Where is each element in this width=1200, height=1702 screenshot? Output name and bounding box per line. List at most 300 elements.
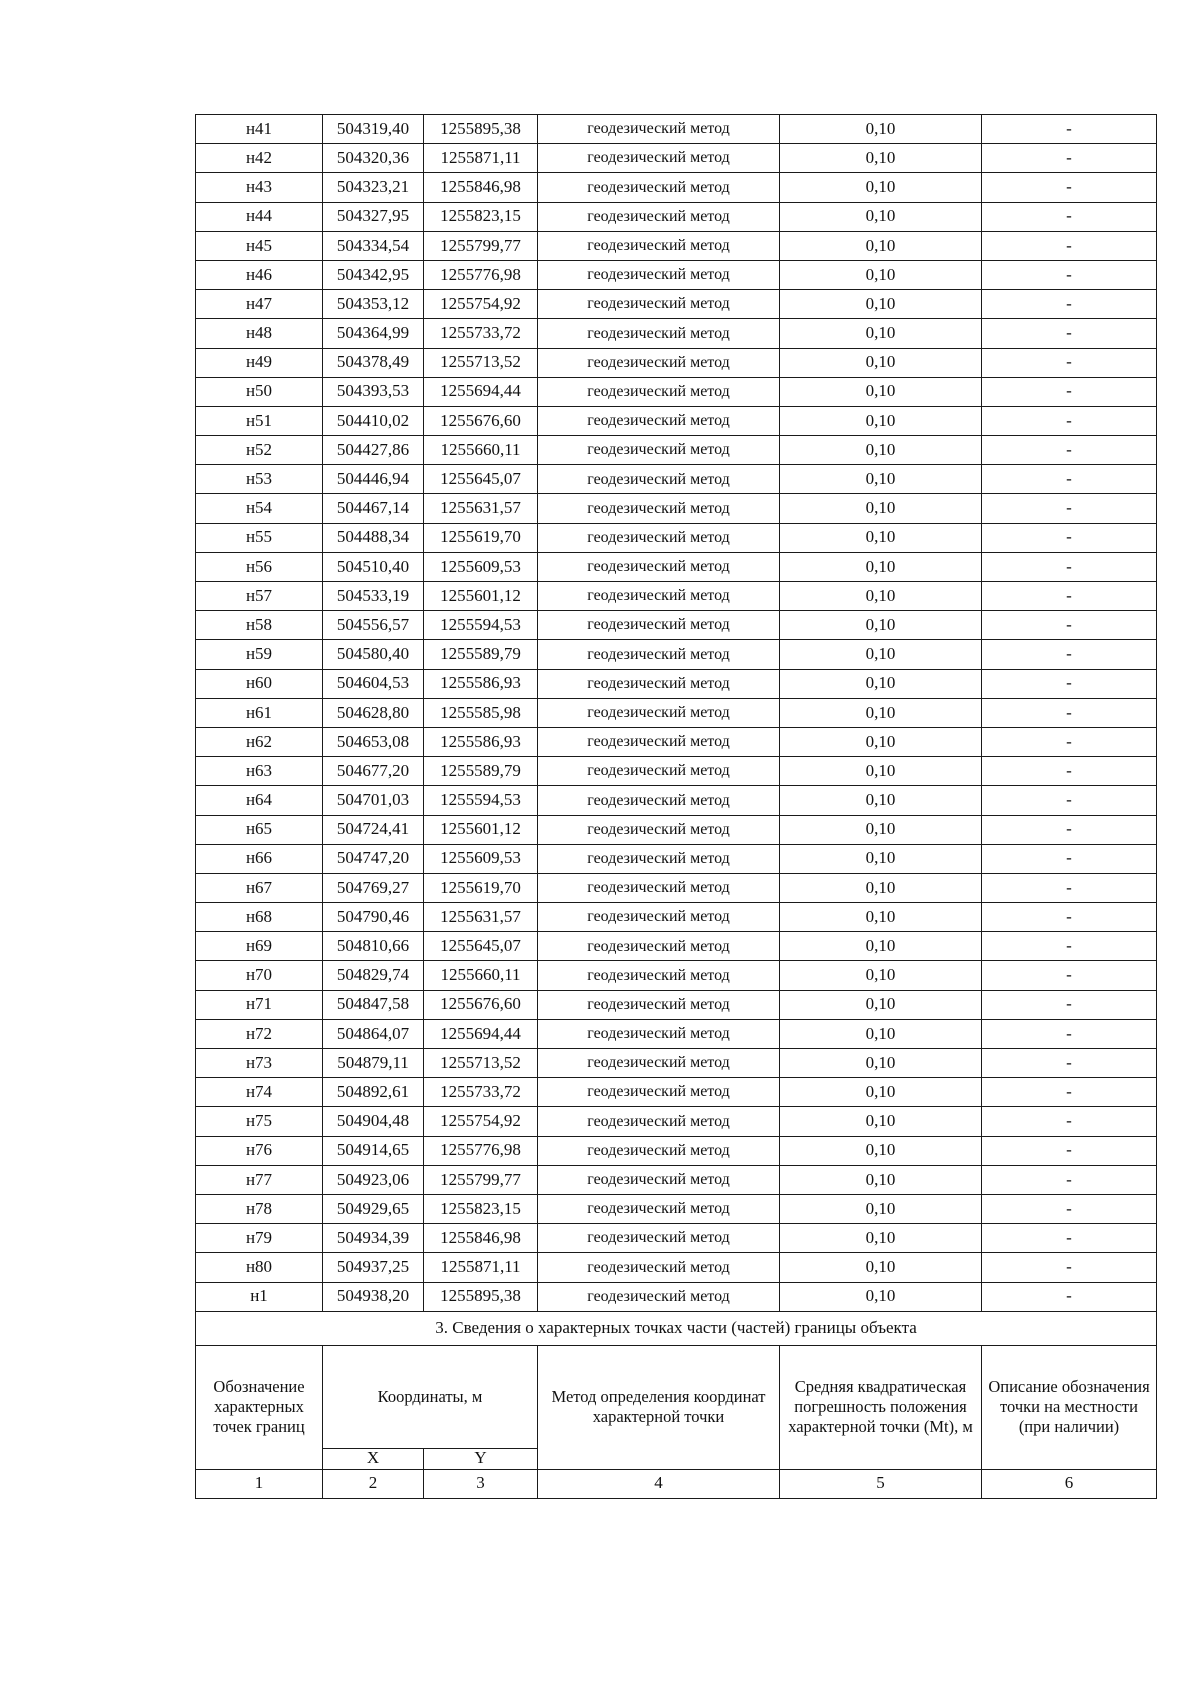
cell-error: 0,10: [780, 406, 982, 435]
table-row: [196, 1136, 1157, 1165]
cell-method: геодезический метод: [538, 494, 780, 523]
cell-error: 0,10: [780, 873, 982, 902]
cell-point: н46: [196, 260, 323, 289]
cell-y: 1255601,12: [424, 582, 538, 611]
cell-x: 504427,86: [323, 436, 424, 465]
cell-point: н61: [196, 698, 323, 727]
cell-point: н47: [196, 290, 323, 319]
table-row: [196, 961, 1157, 990]
cell-point: н69: [196, 932, 323, 961]
cell-x: 504747,20: [323, 844, 424, 873]
cell-point: н52: [196, 436, 323, 465]
table-row: [196, 144, 1157, 173]
cell-method: геодезический метод: [538, 1136, 780, 1165]
cell-x: 504628,80: [323, 698, 424, 727]
cell-y: 1255846,98: [424, 1224, 538, 1253]
cell-description: -: [982, 231, 1157, 260]
cell-x: 504701,03: [323, 786, 424, 815]
cell-x: 504937,25: [323, 1253, 424, 1282]
cell-description: -: [982, 1049, 1157, 1078]
cell-point: н73: [196, 1049, 323, 1078]
cell-point: н51: [196, 406, 323, 435]
cell-y: 1255594,53: [424, 786, 538, 815]
column-number: 6: [982, 1469, 1157, 1498]
table-row: [196, 1019, 1157, 1048]
cell-method: геодезический метод: [538, 523, 780, 552]
cell-x: 504847,58: [323, 990, 424, 1019]
cell-error: 0,10: [780, 786, 982, 815]
cell-point: н44: [196, 202, 323, 231]
cell-description: -: [982, 494, 1157, 523]
cell-description: -: [982, 698, 1157, 727]
cell-method: геодезический метод: [538, 611, 780, 640]
cell-x: 504353,12: [323, 290, 424, 319]
column-number: 3: [424, 1469, 538, 1498]
table-row: [196, 903, 1157, 932]
cell-x: 504829,74: [323, 961, 424, 990]
cell-error: 0,10: [780, 698, 982, 727]
cell-description: -: [982, 1078, 1157, 1107]
cell-description: -: [982, 348, 1157, 377]
cell-method: геодезический метод: [538, 1165, 780, 1194]
cell-point: н53: [196, 465, 323, 494]
cell-error: 0,10: [780, 582, 982, 611]
cell-error: 0,10: [780, 115, 982, 144]
cell-description: -: [982, 465, 1157, 494]
header-point-description: Описание обозначения точки на местности (при наличии): [982, 1345, 1157, 1469]
cell-error: 0,10: [780, 523, 982, 552]
cell-point: н68: [196, 903, 323, 932]
cell-point: н76: [196, 1136, 323, 1165]
cell-description: -: [982, 961, 1157, 990]
cell-method: геодезический метод: [538, 1253, 780, 1282]
cell-method: геодезический метод: [538, 698, 780, 727]
cell-method: геодезический метод: [538, 202, 780, 231]
cell-error: 0,10: [780, 552, 982, 581]
table-row: [196, 115, 1157, 144]
cell-y: 1255733,72: [424, 1078, 538, 1107]
cell-y: 1255660,11: [424, 961, 538, 990]
cell-method: геодезический метод: [538, 932, 780, 961]
cell-point: н41: [196, 115, 323, 144]
table-row: [196, 1282, 1157, 1311]
cell-method: геодезический метод: [538, 640, 780, 669]
cell-description: -: [982, 436, 1157, 465]
cell-description: -: [982, 873, 1157, 902]
cell-description: -: [982, 1165, 1157, 1194]
cell-y: 1255594,53: [424, 611, 538, 640]
cell-point: н74: [196, 1078, 323, 1107]
cell-point: н78: [196, 1194, 323, 1223]
cell-error: 0,10: [780, 231, 982, 260]
cell-method: геодезический метод: [538, 260, 780, 289]
cell-method: геодезический метод: [538, 757, 780, 786]
cell-method: геодезический метод: [538, 582, 780, 611]
cell-method: геодезический метод: [538, 1282, 780, 1311]
table-row: [196, 406, 1157, 435]
table-row: [196, 377, 1157, 406]
cell-method: геодезический метод: [538, 465, 780, 494]
table-row: [196, 231, 1157, 260]
cell-error: 0,10: [780, 844, 982, 873]
cell-y: 1255871,11: [424, 1253, 538, 1282]
cell-method: геодезический метод: [538, 552, 780, 581]
table-row: [196, 1253, 1157, 1282]
table-row: [196, 1224, 1157, 1253]
cell-y: 1255895,38: [424, 1282, 538, 1311]
table-row: [196, 990, 1157, 1019]
cell-point: н70: [196, 961, 323, 990]
cell-error: 0,10: [780, 260, 982, 289]
cell-point: н56: [196, 552, 323, 581]
cell-method: геодезический метод: [538, 144, 780, 173]
cell-point: н58: [196, 611, 323, 640]
table-row: [196, 523, 1157, 552]
cell-point: н79: [196, 1224, 323, 1253]
table-row: [196, 1078, 1157, 1107]
cell-y: 1255645,07: [424, 932, 538, 961]
cell-point: н71: [196, 990, 323, 1019]
cell-point: н55: [196, 523, 323, 552]
cell-x: 504580,40: [323, 640, 424, 669]
cell-error: 0,10: [780, 1194, 982, 1223]
cell-x: 504810,66: [323, 932, 424, 961]
cell-description: -: [982, 932, 1157, 961]
cell-error: 0,10: [780, 669, 982, 698]
cell-point: н42: [196, 144, 323, 173]
cell-point: н65: [196, 815, 323, 844]
cell-error: 0,10: [780, 348, 982, 377]
cell-y: 1255776,98: [424, 1136, 538, 1165]
table-row: [196, 727, 1157, 756]
cell-x: 504446,94: [323, 465, 424, 494]
cell-method: геодезический метод: [538, 1194, 780, 1223]
cell-error: 0,10: [780, 1019, 982, 1048]
cell-y: 1255585,98: [424, 698, 538, 727]
cell-y: 1255645,07: [424, 465, 538, 494]
cell-y: 1255660,11: [424, 436, 538, 465]
cell-y: 1255754,92: [424, 1107, 538, 1136]
cell-error: 0,10: [780, 757, 982, 786]
cell-point: н77: [196, 1165, 323, 1194]
cell-error: 0,10: [780, 1165, 982, 1194]
cell-description: -: [982, 727, 1157, 756]
cell-error: 0,10: [780, 494, 982, 523]
table-row: [196, 844, 1157, 873]
cell-description: -: [982, 115, 1157, 144]
cell-x: 504604,53: [323, 669, 424, 698]
column-number: 2: [323, 1469, 424, 1498]
cell-x: 504790,46: [323, 903, 424, 932]
cell-y: 1255589,79: [424, 640, 538, 669]
column-header-row: [196, 1345, 1157, 1448]
cell-description: -: [982, 990, 1157, 1019]
cell-point: н49: [196, 348, 323, 377]
cell-description: -: [982, 144, 1157, 173]
cell-method: геодезический метод: [538, 290, 780, 319]
header-method: Метод определения координат характерной точки: [538, 1345, 780, 1469]
cell-point: н59: [196, 640, 323, 669]
header-point-designation: Обозначение характерных точек границ: [196, 1345, 323, 1469]
cell-y: 1255601,12: [424, 815, 538, 844]
cell-x: 504510,40: [323, 552, 424, 581]
cell-error: 0,10: [780, 202, 982, 231]
table-row: [196, 260, 1157, 289]
cell-x: 504319,40: [323, 115, 424, 144]
cell-description: -: [982, 260, 1157, 289]
cell-x: 504488,34: [323, 523, 424, 552]
cell-y: 1255694,44: [424, 377, 538, 406]
cell-error: 0,10: [780, 640, 982, 669]
column-number: 1: [196, 1469, 323, 1498]
cell-error: 0,10: [780, 144, 982, 173]
cell-x: 504879,11: [323, 1049, 424, 1078]
cell-error: 0,10: [780, 1078, 982, 1107]
cell-x: 504929,65: [323, 1194, 424, 1223]
section-3-title: 3. Сведения о характерных точках части (частей) границы объекта: [196, 1311, 1157, 1345]
section-3-header: [196, 1311, 1157, 1498]
table-row: [196, 698, 1157, 727]
cell-method: геодезический метод: [538, 231, 780, 260]
column-number: 4: [538, 1469, 780, 1498]
cell-method: геодезический метод: [538, 669, 780, 698]
cell-error: 0,10: [780, 611, 982, 640]
cell-description: -: [982, 1194, 1157, 1223]
cell-description: -: [982, 1136, 1157, 1165]
cell-point: н57: [196, 582, 323, 611]
cell-point: н48: [196, 319, 323, 348]
cell-y: 1255631,57: [424, 494, 538, 523]
cell-description: -: [982, 903, 1157, 932]
table-row: [196, 290, 1157, 319]
header-x: X: [323, 1448, 424, 1469]
cell-method: геодезический метод: [538, 173, 780, 202]
cell-description: -: [982, 669, 1157, 698]
cell-y: 1255619,70: [424, 873, 538, 902]
cell-y: 1255586,93: [424, 669, 538, 698]
table-row: [196, 873, 1157, 902]
cell-error: 0,10: [780, 1049, 982, 1078]
cell-point: н75: [196, 1107, 323, 1136]
cell-method: геодезический метод: [538, 1019, 780, 1048]
table-row: [196, 786, 1157, 815]
cell-y: 1255694,44: [424, 1019, 538, 1048]
table-row: [196, 1165, 1157, 1194]
header-mean-square-error: Средняя квадратическая погрешность положения характерной точки (Mt), м: [780, 1345, 982, 1469]
cell-x: 504342,95: [323, 260, 424, 289]
header-y: Y: [424, 1448, 538, 1469]
table-row: [196, 611, 1157, 640]
table-row: [196, 1194, 1157, 1223]
cell-x: 504904,48: [323, 1107, 424, 1136]
table-row: [196, 815, 1157, 844]
cell-x: 504334,54: [323, 231, 424, 260]
cell-x: 504864,07: [323, 1019, 424, 1048]
cell-x: 504677,20: [323, 757, 424, 786]
cell-x: 504364,99: [323, 319, 424, 348]
cell-y: 1255733,72: [424, 319, 538, 348]
cell-x: 504769,27: [323, 873, 424, 902]
cell-x: 504653,08: [323, 727, 424, 756]
cell-method: геодезический метод: [538, 844, 780, 873]
cell-description: -: [982, 406, 1157, 435]
cell-method: геодезический метод: [538, 436, 780, 465]
cell-method: геодезический метод: [538, 1224, 780, 1253]
table-row: [196, 640, 1157, 669]
cell-description: -: [982, 640, 1157, 669]
cell-point: н60: [196, 669, 323, 698]
cell-error: 0,10: [780, 465, 982, 494]
cell-error: 0,10: [780, 173, 982, 202]
cell-point: н66: [196, 844, 323, 873]
cell-description: -: [982, 552, 1157, 581]
cell-y: 1255799,77: [424, 1165, 538, 1194]
cell-description: -: [982, 757, 1157, 786]
column-number-row: [196, 1469, 1157, 1498]
cell-method: геодезический метод: [538, 1107, 780, 1136]
cell-error: 0,10: [780, 1253, 982, 1282]
cell-error: 0,10: [780, 1224, 982, 1253]
cell-point: н45: [196, 231, 323, 260]
cell-method: геодезический метод: [538, 961, 780, 990]
cell-description: -: [982, 1282, 1157, 1311]
table-row: [196, 494, 1157, 523]
cell-description: -: [982, 290, 1157, 319]
cell-x: 504533,19: [323, 582, 424, 611]
cell-y: 1255799,77: [424, 231, 538, 260]
cell-error: 0,10: [780, 932, 982, 961]
cell-method: геодезический метод: [538, 377, 780, 406]
cell-point: н72: [196, 1019, 323, 1048]
cell-x: 504724,41: [323, 815, 424, 844]
cell-x: 504938,20: [323, 1282, 424, 1311]
cell-x: 504323,21: [323, 173, 424, 202]
table-row: [196, 465, 1157, 494]
cell-point: н64: [196, 786, 323, 815]
table-row: [196, 552, 1157, 581]
cell-y: 1255619,70: [424, 523, 538, 552]
cell-error: 0,10: [780, 990, 982, 1019]
cell-y: 1255631,57: [424, 903, 538, 932]
cell-x: 504914,65: [323, 1136, 424, 1165]
cell-y: 1255871,11: [424, 144, 538, 173]
cell-description: -: [982, 173, 1157, 202]
cell-description: -: [982, 582, 1157, 611]
cell-y: 1255586,93: [424, 727, 538, 756]
cell-error: 0,10: [780, 436, 982, 465]
table-row: [196, 669, 1157, 698]
cell-description: -: [982, 611, 1157, 640]
cell-method: геодезический метод: [538, 1078, 780, 1107]
cell-x: 504467,14: [323, 494, 424, 523]
cell-error: 0,10: [780, 961, 982, 990]
cell-point: н50: [196, 377, 323, 406]
cell-method: геодезический метод: [538, 348, 780, 377]
cell-point: н67: [196, 873, 323, 902]
cell-method: геодезический метод: [538, 815, 780, 844]
cell-point: н62: [196, 727, 323, 756]
table-row: [196, 348, 1157, 377]
cell-x: 504393,53: [323, 377, 424, 406]
cell-description: -: [982, 1107, 1157, 1136]
boundary-points-table: [195, 114, 1157, 1499]
cell-error: 0,10: [780, 1136, 982, 1165]
cell-x: 504378,49: [323, 348, 424, 377]
cell-y: 1255776,98: [424, 260, 538, 289]
cell-x: 504892,61: [323, 1078, 424, 1107]
column-number: 5: [780, 1469, 982, 1498]
section-title-row: [196, 1311, 1157, 1345]
cell-method: геодезический метод: [538, 990, 780, 1019]
cell-x: 504320,36: [323, 144, 424, 173]
cell-method: геодезический метод: [538, 406, 780, 435]
points-table-body: [196, 115, 1157, 1312]
table-row: [196, 1049, 1157, 1078]
cell-point: н1: [196, 1282, 323, 1311]
cell-y: 1255713,52: [424, 1049, 538, 1078]
cell-description: -: [982, 523, 1157, 552]
cell-method: геодезический метод: [538, 786, 780, 815]
cell-error: 0,10: [780, 290, 982, 319]
cell-y: 1255713,52: [424, 348, 538, 377]
cell-method: геодезический метод: [538, 115, 780, 144]
cell-y: 1255754,92: [424, 290, 538, 319]
cell-error: 0,10: [780, 1282, 982, 1311]
table-row: [196, 319, 1157, 348]
cell-description: -: [982, 1253, 1157, 1282]
cell-method: геодезический метод: [538, 319, 780, 348]
cell-description: -: [982, 1019, 1157, 1048]
table-row: [196, 436, 1157, 465]
table-row: [196, 582, 1157, 611]
cell-error: 0,10: [780, 377, 982, 406]
cell-y: 1255846,98: [424, 173, 538, 202]
cell-y: 1255609,53: [424, 844, 538, 873]
cell-method: геодезический метод: [538, 903, 780, 932]
table-row: [196, 1107, 1157, 1136]
cell-y: 1255895,38: [424, 115, 538, 144]
cell-point: н43: [196, 173, 323, 202]
cell-error: 0,10: [780, 319, 982, 348]
cell-method: геодезический метод: [538, 873, 780, 902]
cell-description: -: [982, 844, 1157, 873]
cell-description: -: [982, 815, 1157, 844]
cell-description: -: [982, 377, 1157, 406]
cell-error: 0,10: [780, 903, 982, 932]
cell-y: 1255676,60: [424, 990, 538, 1019]
cell-y: 1255589,79: [424, 757, 538, 786]
cell-point: н63: [196, 757, 323, 786]
cell-y: 1255823,15: [424, 202, 538, 231]
cell-point: н80: [196, 1253, 323, 1282]
cell-error: 0,10: [780, 815, 982, 844]
cell-description: -: [982, 1224, 1157, 1253]
cell-method: геодезический метод: [538, 727, 780, 756]
cell-y: 1255823,15: [424, 1194, 538, 1223]
cell-error: 0,10: [780, 1107, 982, 1136]
cell-point: н54: [196, 494, 323, 523]
header-coordinates: Координаты, м: [323, 1345, 538, 1448]
cell-y: 1255676,60: [424, 406, 538, 435]
cell-description: -: [982, 319, 1157, 348]
table-row: [196, 202, 1157, 231]
cell-x: 504934,39: [323, 1224, 424, 1253]
cell-x: 504556,57: [323, 611, 424, 640]
cell-method: геодезический метод: [538, 1049, 780, 1078]
cell-y: 1255609,53: [424, 552, 538, 581]
cell-error: 0,10: [780, 727, 982, 756]
table-row: [196, 932, 1157, 961]
